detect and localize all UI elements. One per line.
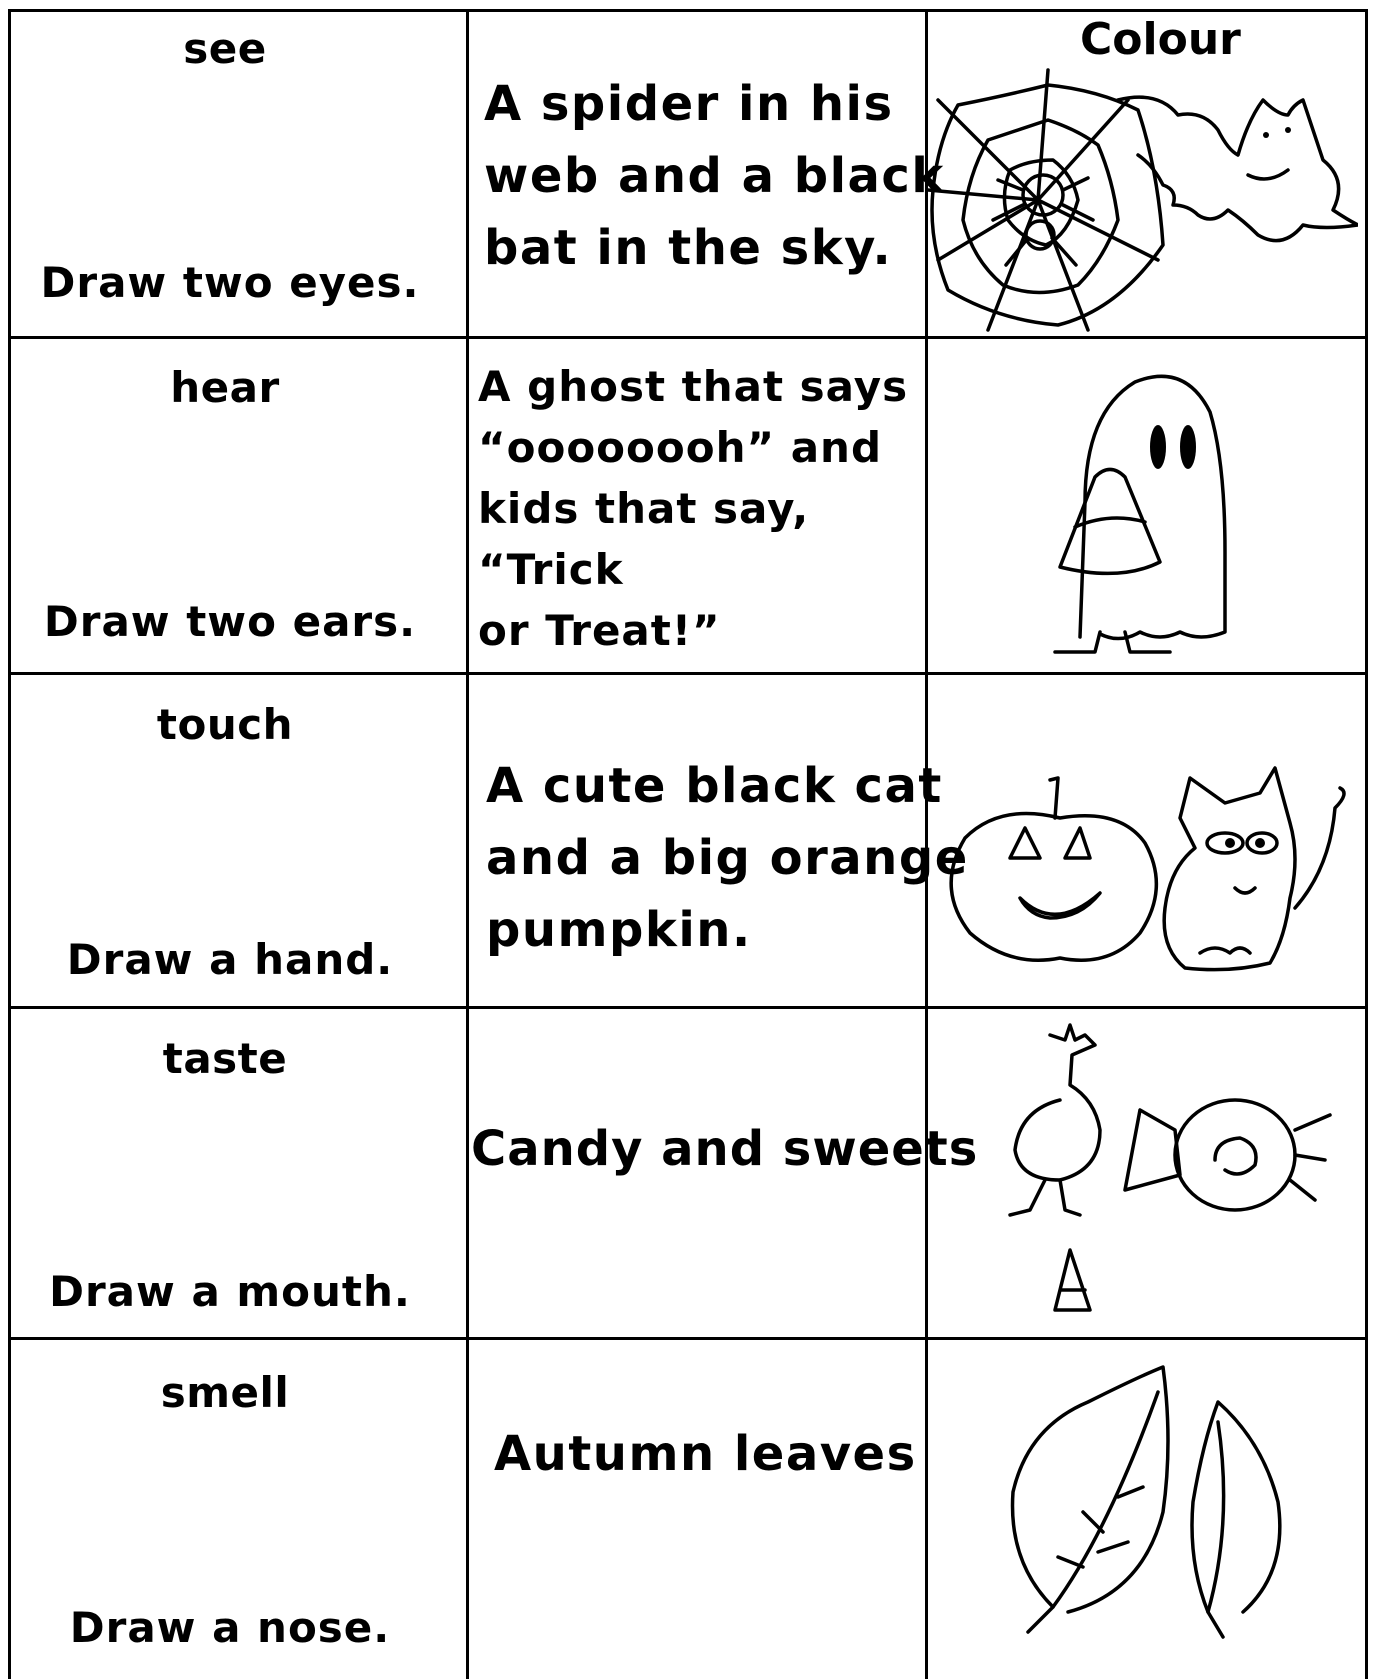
colour-heading: Colour xyxy=(1080,14,1241,65)
description-text: A cute black cat and a big orange pumpkin. xyxy=(486,758,969,958)
sense-word: touch xyxy=(156,700,294,749)
candy-drawing xyxy=(1000,1020,1340,1320)
sense-word: taste xyxy=(162,1034,288,1083)
row-divider xyxy=(8,672,1368,675)
ghost-trick-or-treater-drawing xyxy=(1040,352,1240,660)
pumpkin-and-cat-drawing xyxy=(940,748,1360,978)
drawing-instruction: Draw a nose. xyxy=(69,1603,391,1652)
autumn-leaves-drawing xyxy=(998,1362,1318,1652)
drawing-instruction: Draw two eyes. xyxy=(40,258,420,307)
drawing-instruction: Draw a mouth. xyxy=(49,1267,411,1316)
description-text: A spider in his web and a black bat in the sky. xyxy=(484,76,945,276)
row-divider xyxy=(8,1337,1368,1340)
description-text: Candy and sweets xyxy=(471,1121,979,1177)
spider-web-and-bat-drawing xyxy=(928,60,1358,336)
row-divider xyxy=(8,336,1368,339)
sense-word: hear xyxy=(170,363,280,412)
drawing-instruction: Draw two ears. xyxy=(43,597,417,646)
drawing-instruction: Draw a hand. xyxy=(66,935,394,984)
row-divider xyxy=(8,1006,1368,1009)
description-text: A ghost that says “oooooooh” and kids that say, “Trick or Treat!” xyxy=(478,362,909,655)
description-text: Autumn leaves xyxy=(494,1426,917,1482)
column-divider xyxy=(466,9,469,1679)
sense-word: smell xyxy=(160,1368,290,1417)
sense-word: see xyxy=(183,24,267,73)
